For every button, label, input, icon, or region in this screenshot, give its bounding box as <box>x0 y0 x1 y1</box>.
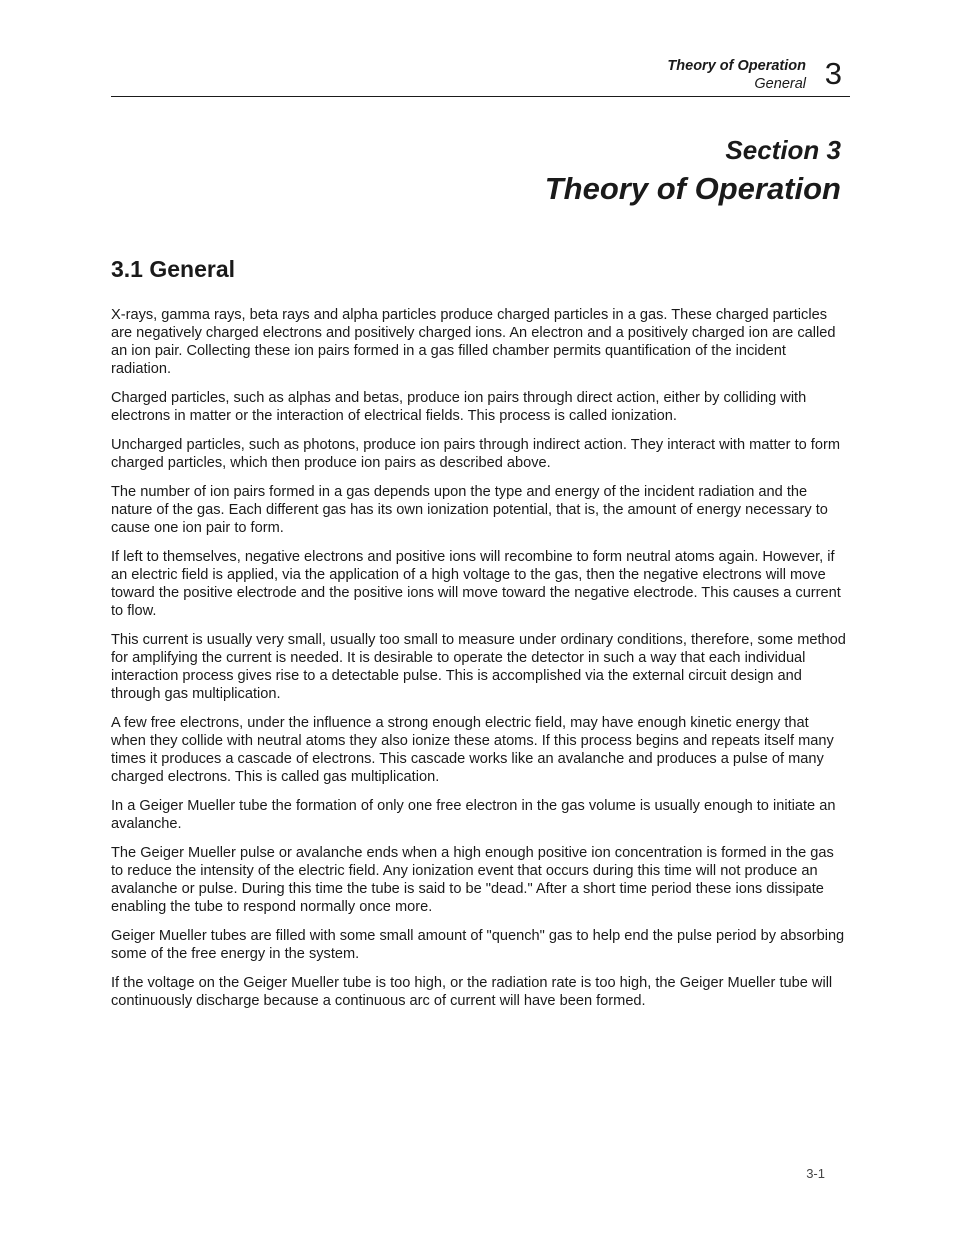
paragraph: This current is usually very small, usually too small to measure under ordinary conditions, therefore, some method for amplifying the current is needed. It is desirable to operate the detector in such a way that each individual interaction process gives rise to a detectable pulse. This is accomplished via the external circuit design and through gas multiplication. <box>111 632 846 702</box>
paragraph: Charged particles, such as alphas and betas, produce ion pairs through direct action, either by colliding with electrons in matter or the interaction of electrical fields. This process is called ionization. <box>111 390 807 424</box>
body-text <box>111 306 846 1021</box>
paragraph: Uncharged particles, such as photons, produce ion pairs through indirect action. They interact with matter to form charged particles, which then produce ion pairs as described above. <box>111 437 840 471</box>
paragraph: A few free electrons, under the influence a strong enough electric field, may have enough kinetic energy that when they collide with neutral atoms they also ionize these atoms. If this process begins and repeats itself many times it produces a cascade of electrons. This cascade works like an avalanche and produces a pulse of many charged electrons. This is called gas multiplication. <box>111 715 834 785</box>
chapter-number: 3 <box>824 56 842 91</box>
running-header-title: Theory of Operation <box>667 58 806 74</box>
running-header-text <box>667 57 806 93</box>
running-header-subtitle: General <box>754 76 806 92</box>
paragraph: The number of ion pairs formed in a gas depends upon the type and energy of the incident radiation and the nature of the gas. Each different gas has its own ionization potential, that is, the amount of energy necessary to cause one ion pair to form. <box>111 484 828 536</box>
paragraph: Geiger Mueller tubes are filled with some small amount of "quench" gas to help end the pulse period by absorbing some of the free energy in the system. <box>111 928 845 962</box>
paragraph: X-rays, gamma rays, beta rays and alpha particles produce charged particles in a gas. These charged particles are negatively charged electrons and positively charged ions. An electron and a positively charged ion are called an ion pair. Collecting these ion pairs formed in a gas filled chamber permits quantification of the incident radiation. <box>111 307 836 377</box>
section-heading <box>545 133 841 209</box>
section-title: Theory of Operation <box>544 171 841 206</box>
paragraph: The Geiger Mueller pulse or avalanche ends when a high enough positive ion concentration is formed in the gas to reduce the intensity of the electric field. Any ionization event that occurs during this time will not produce an avalanche or pulse. During this time the tube is said to be "dead." After a short time period these ions dissipate enabling the tube to respond normally once more. <box>111 845 834 915</box>
paragraph: If left to themselves, negative electrons and positive ions will recombine to form neutral atoms again. However, if an electric field is applied, via the application of a high voltage to the gas, then the negative electrons will move toward the positive electrode and the positive ions will move toward the negative electrode. This causes a current to flow. <box>111 549 841 619</box>
page-number: 3-1 <box>806 1166 825 1181</box>
running-header <box>111 56 850 97</box>
subsection-title: 3.1 General <box>111 256 236 282</box>
paragraph: If the voltage on the Geiger Mueller tube is too high, or the radiation rate is too high, the Geiger Mueller tube will continuously discharge because a continuous arc of current will have been formed. <box>111 975 833 1009</box>
paragraph: In a Geiger Mueller tube the formation of only one free electron in the gas volume is usually enough to initiate an avalanche. <box>111 798 836 832</box>
section-label: Section 3 <box>725 135 841 165</box>
